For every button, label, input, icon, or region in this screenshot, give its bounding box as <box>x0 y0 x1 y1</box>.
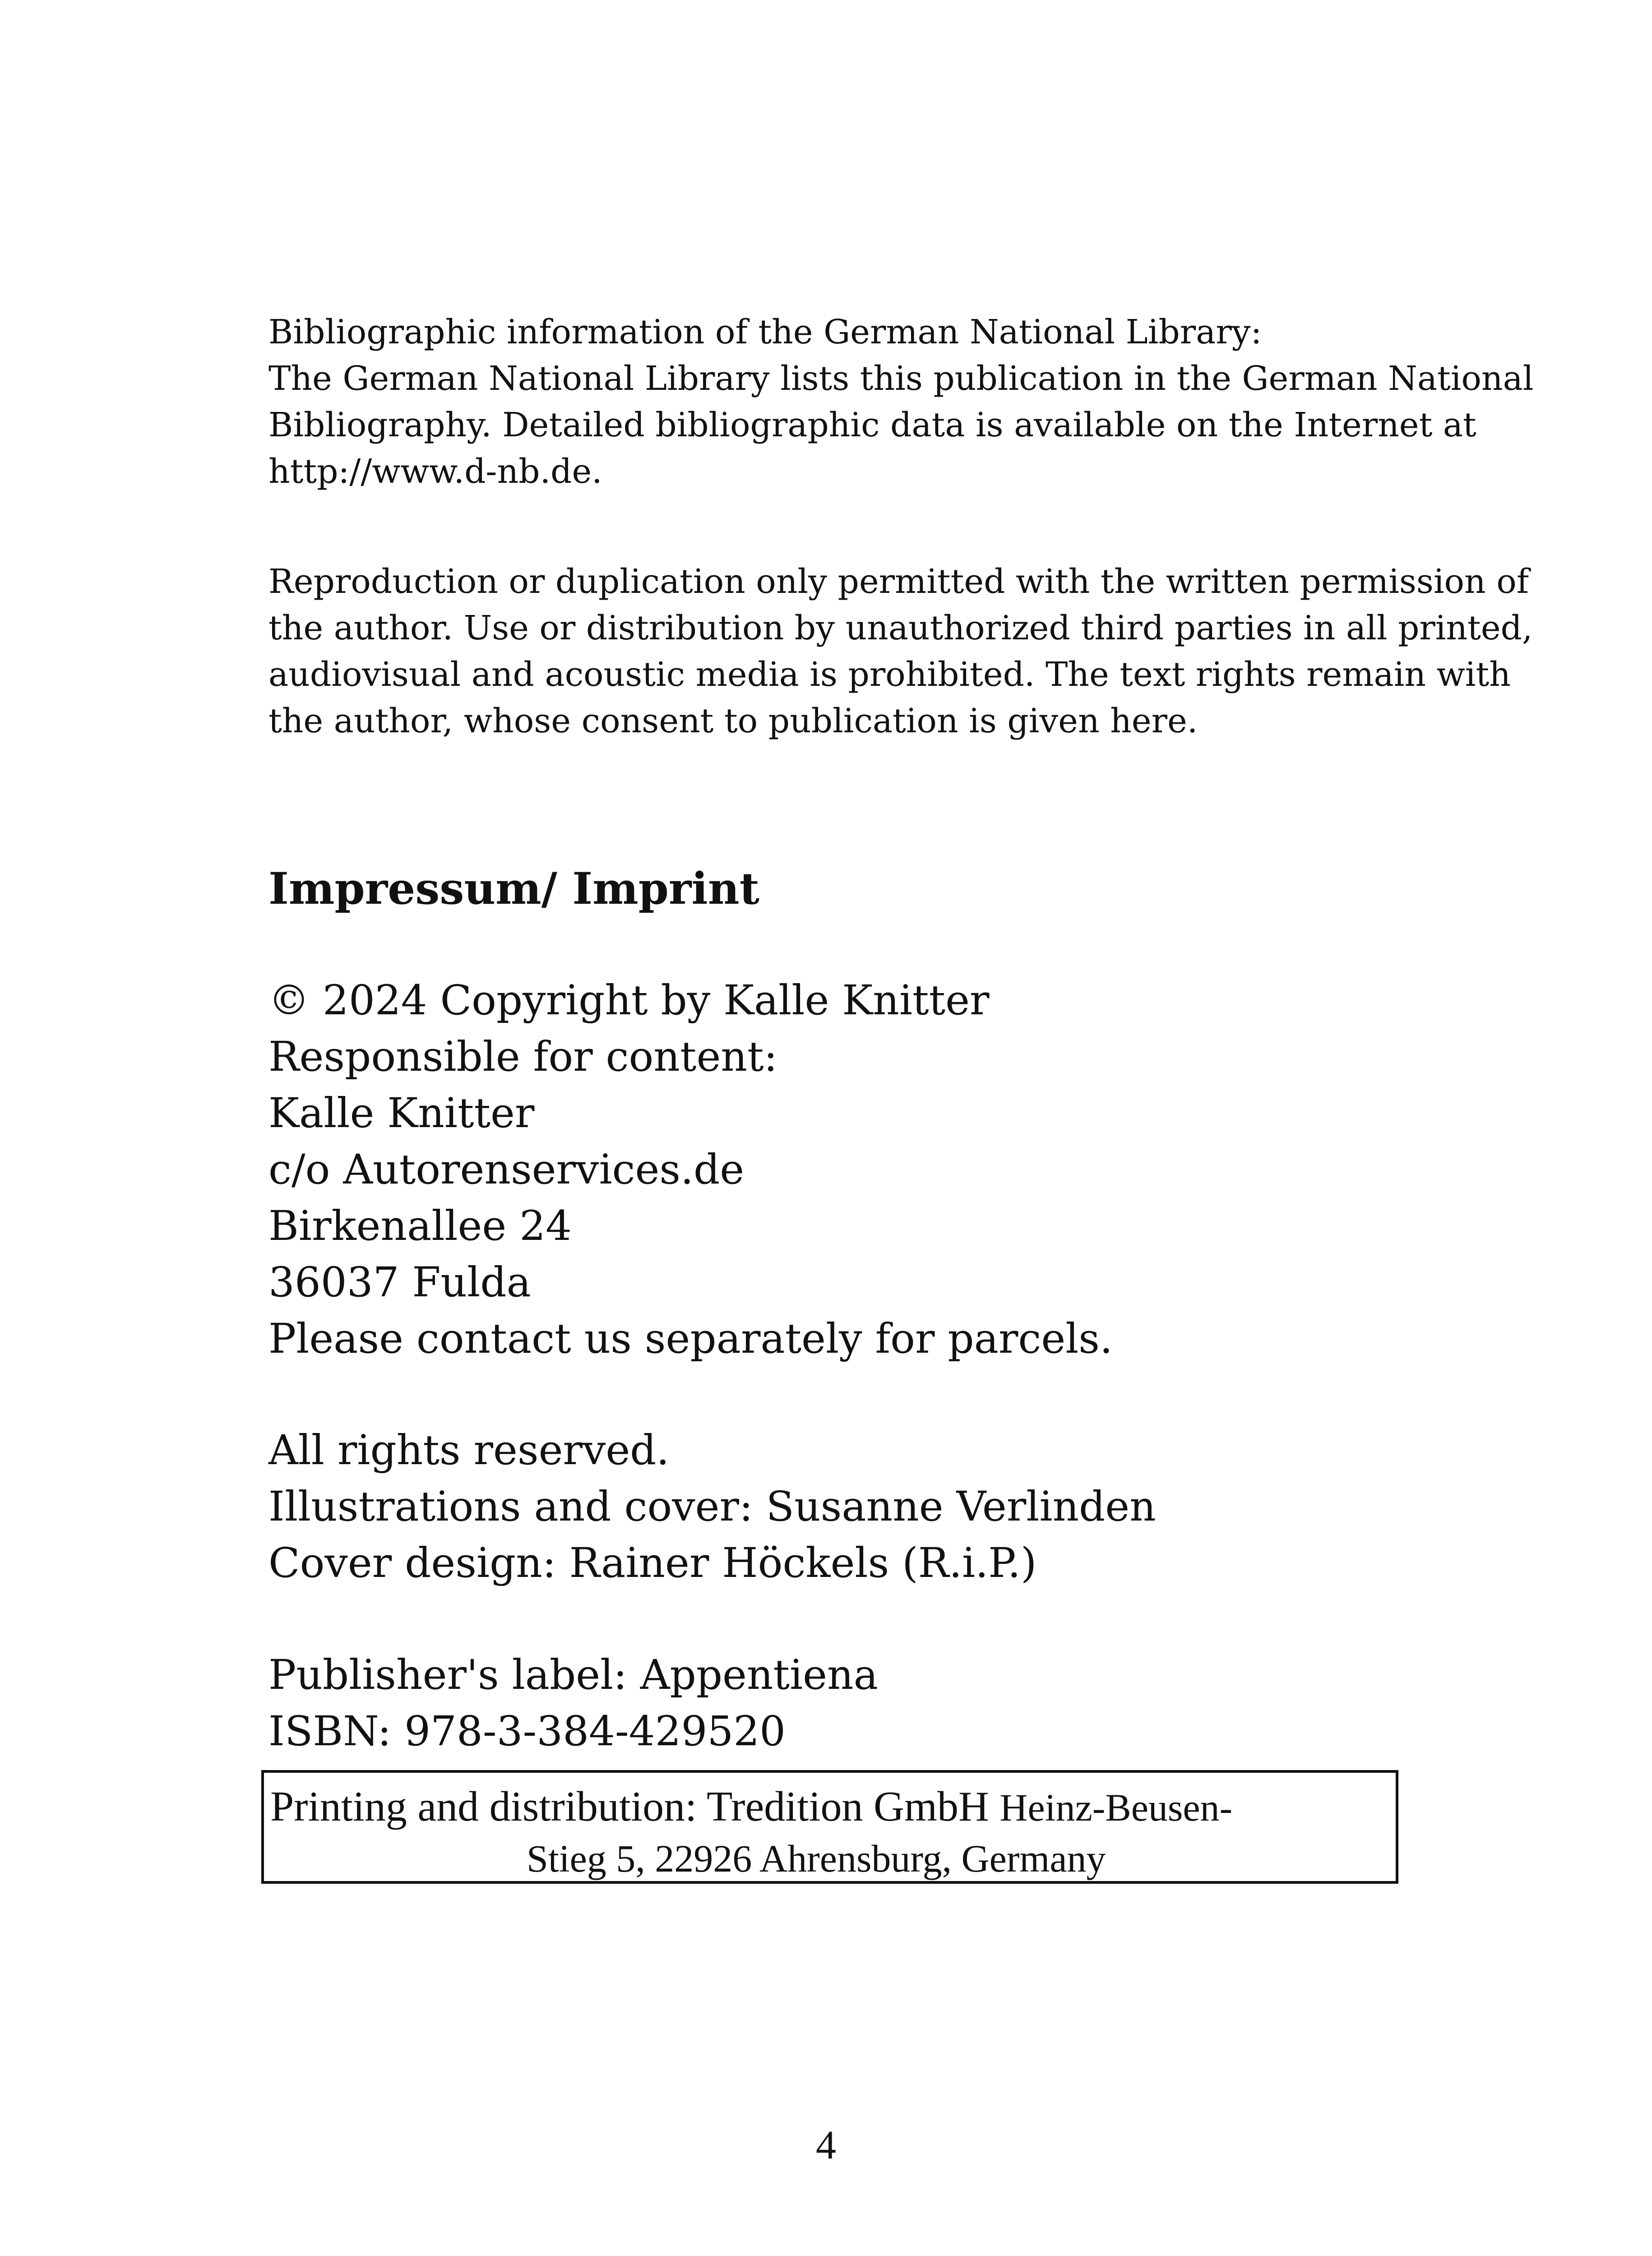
reproduction-notice <box>268 559 1533 744</box>
copyright-line: © 2024 Copyright by Kalle Knitter <box>268 977 990 1024</box>
printing-line-1 <box>270 1782 1232 1832</box>
contact-details <box>268 972 1424 1367</box>
address-line: 36037 Fulda <box>268 1259 531 1306</box>
page-number: 4 <box>816 2123 836 2168</box>
bibliographic-line: Bibliography. Detailed bibliographic data is available on the Internet at <box>268 406 1476 444</box>
isbn: ISBN: 978-3-384-429520 <box>268 1708 786 1755</box>
printing-line-2: Stieg 5, 22926 Ahrensburg, Germany <box>527 1837 1106 1880</box>
publisher-info <box>268 1647 1424 1760</box>
bibliographic-line: Bibliographic information of the German National Library: <box>268 313 1262 351</box>
parcels-note: Please contact us separately for parcels. <box>268 1315 1113 1363</box>
rights-credits <box>268 1422 1424 1591</box>
bibliographic-url: http://www.d-nb.de. <box>268 452 602 491</box>
bibliographic-line: The German National Library lists this publication in the German National <box>268 359 1534 398</box>
printing-street-start: Heinz-Beusen- <box>1000 1786 1233 1829</box>
publisher-label: Publisher's label: Appentiena <box>268 1651 878 1699</box>
reproduction-line: audiovisual and acoustic media is prohibited. The text rights remain with <box>268 655 1511 694</box>
address-line: c/o Autorenservices.de <box>268 1146 745 1193</box>
illustrations-credit: Illustrations and cover: Susanne Verlinden <box>268 1483 1156 1530</box>
cover-design-credit: Cover design: Rainer Höckels (R.i.P.) <box>268 1539 1037 1587</box>
author-name: Kalle Knitter <box>268 1090 535 1137</box>
imprint-heading: Impressum/ Imprint <box>268 863 760 914</box>
reproduction-line: Reproduction or duplication only permitted with the written permission of <box>268 562 1529 601</box>
printing-distribution-box <box>261 1770 1398 1884</box>
responsible-label: Responsible for content: <box>268 1033 778 1081</box>
reproduction-line: the author. Use or distribution by unauthorized third parties in all printed, <box>268 609 1533 647</box>
address-line: Birkenallee 24 <box>268 1202 572 1250</box>
rights-reserved: All rights reserved. <box>268 1427 670 1474</box>
bibliographic-info <box>268 309 1534 495</box>
reproduction-line: the author, whose consent to publication is given here. <box>268 702 1198 740</box>
printing-company: Printing and distribution: Tredition GmbH <box>270 1783 989 1830</box>
